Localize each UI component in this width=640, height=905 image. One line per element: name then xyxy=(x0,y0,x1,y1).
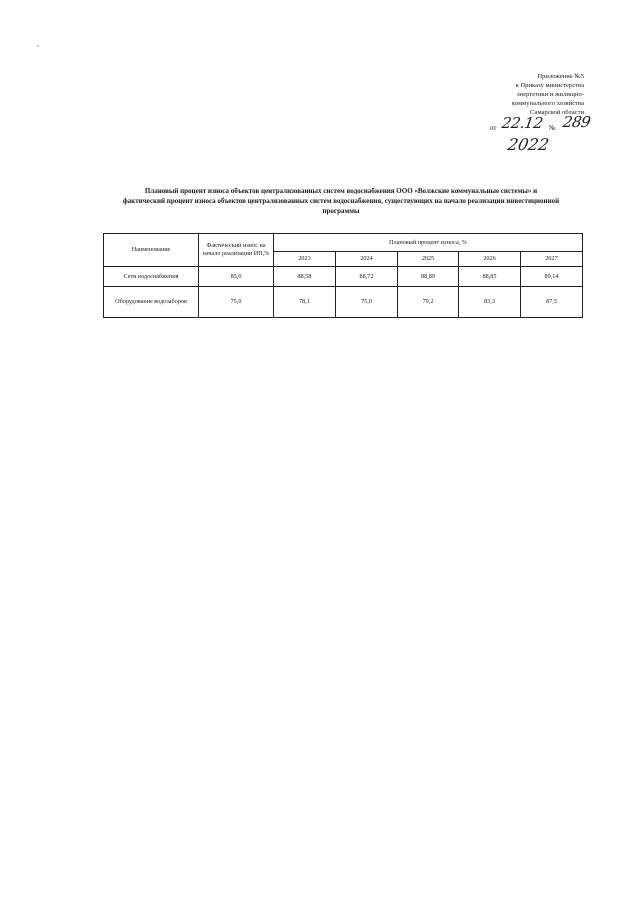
row-value: 79,2 xyxy=(398,287,459,318)
table-row xyxy=(104,287,583,318)
handwritten-date: 22.12 xyxy=(500,114,544,132)
number-label: № xyxy=(549,124,556,132)
title-line: программы xyxy=(322,207,360,215)
year-cell: 2027 xyxy=(521,252,583,267)
year-cell: 2026 xyxy=(459,252,521,267)
row-value: 88,85 xyxy=(459,267,521,287)
row-value: 89,14 xyxy=(521,267,583,287)
date-prefix: от xyxy=(490,124,497,132)
document-title xyxy=(100,186,582,216)
header-planned: Плановый процент износа, % xyxy=(274,234,583,252)
wear-table xyxy=(103,233,583,318)
row-value: 75,0 xyxy=(336,287,398,318)
appendix-line: коммунального хозяйства xyxy=(511,100,584,107)
handwritten-year: 2022 xyxy=(506,135,551,154)
appendix-line: энергетики и жилищно- xyxy=(516,91,584,98)
row-actual: 85,0 xyxy=(199,267,274,287)
appendix-block xyxy=(470,72,584,117)
row-name: Сети водоснабжения xyxy=(104,267,199,287)
row-value: 83,3 xyxy=(459,287,521,318)
table-row xyxy=(104,267,583,287)
year-cell: 2025 xyxy=(398,252,459,267)
header-name: Наименование xyxy=(104,234,199,267)
title-line: фактический процент износа объектов централизованных систем водоснабжения, существующих на начало реализации инвестиционной xyxy=(122,197,560,205)
title-line: Плановый процент износа объектов централизованных систем водоснабжения ООО «Волжские коммунальные системы» и xyxy=(144,187,538,195)
scan-speck xyxy=(37,45,39,47)
appendix-line: к Приказу министерства xyxy=(515,82,584,89)
handwritten-number: 289 xyxy=(561,113,592,131)
row-value: 87,5 xyxy=(521,287,583,318)
header-actual: Фактический износ на начало реализации ИП,% xyxy=(199,234,274,267)
row-actual: 75,0 xyxy=(199,287,274,318)
row-value: 88,72 xyxy=(336,267,398,287)
appendix-line: Самарской области xyxy=(530,109,584,116)
appendix-line: Приложение №5 xyxy=(537,73,584,80)
row-value: 88,58 xyxy=(274,267,336,287)
row-name: Оборудование водозаборов xyxy=(104,287,199,318)
year-cell: 2023 xyxy=(274,252,336,267)
row-value: 88,89 xyxy=(398,267,459,287)
row-value: 78,1 xyxy=(274,287,336,318)
table-header-row xyxy=(104,234,583,252)
year-cell: 2024 xyxy=(336,252,398,267)
